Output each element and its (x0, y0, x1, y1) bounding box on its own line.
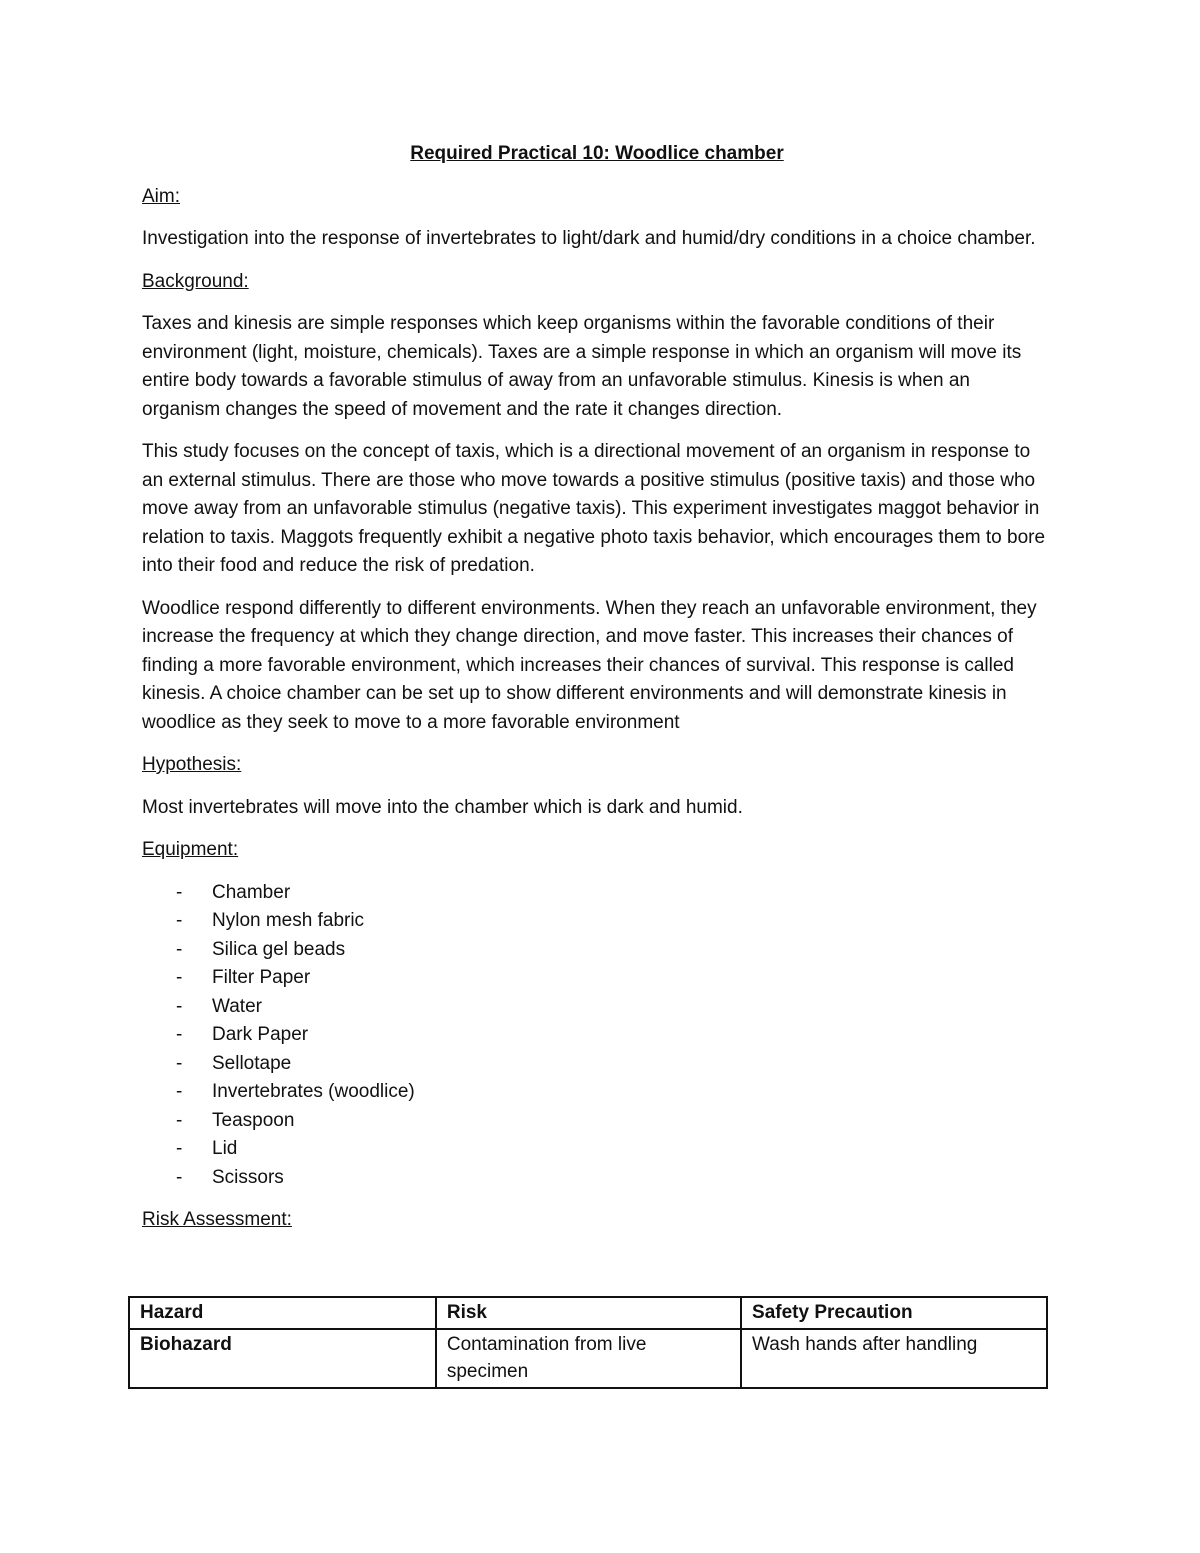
equipment-item-label: Scissors (212, 1166, 284, 1188)
equipment-item (142, 907, 1052, 936)
equipment-item (142, 1164, 1052, 1193)
equipment-item-label: Lid (212, 1138, 238, 1159)
equipment-item-label: Teaspoon (212, 1109, 295, 1131)
background-heading: Background: (142, 270, 249, 292)
bullet-dash: - (176, 910, 183, 931)
bullet-dash: - (176, 1024, 183, 1045)
equipment-item-label: Invertebrates (woodlice) (212, 1081, 415, 1102)
equipment-item (142, 1135, 1052, 1164)
bullet-dash: - (176, 1109, 183, 1131)
equipment-item-label: Silica gel beads (212, 938, 346, 960)
bullet-dash: - (176, 1138, 183, 1159)
bullet-dash: - (176, 881, 183, 903)
background-paragraph: Woodlice respond differently to different environments. When they reach an unfavorable environment, they increase the frequency at which they change direction, and move faster. This increases their chances of finding a more favorable environment, which increases their chances of survival. This response is called kinesis. A choice chamber can be set up to show different environments and will demonstrate kinesis in woodlice as they seek to move to a more favorable environment (142, 597, 1037, 733)
bullet-dash: - (176, 1166, 183, 1188)
hypothesis-text: Most invertebrates will move into the chamber which is dark and humid. (142, 796, 743, 818)
bullet-dash: - (176, 967, 183, 988)
equipment-item (142, 1107, 1052, 1136)
risk-cell: Contamination from live specimen (436, 1329, 741, 1388)
safety-precaution-cell: Wash hands after handling (741, 1329, 1047, 1388)
equipment-item-label: Water (212, 995, 262, 1017)
equipment-item-label: Chamber (212, 881, 291, 903)
hypothesis-heading: Hypothesis: (142, 754, 242, 775)
table-header-row (129, 1297, 1047, 1329)
background-paragraph: This study focuses on the concept of taxis, which is a directional movement of an organism in response to an external stimulus. There are those who move towards a positive stimulus (positive taxis) and those who move away from an unfavorable stimulus (negative taxis). This experiment investigates maggot behavior in relation to taxis. Maggots frequently exhibit a negative photo taxis behavior, which encourages them to bore into their food and reduce the risk of predation. (142, 441, 1046, 576)
equipment-item (142, 1078, 1052, 1107)
column-header-hazard: Hazard (129, 1297, 436, 1329)
aim-heading: Aim: (142, 185, 180, 207)
equipment-item (142, 1021, 1052, 1050)
equipment-item-label: Sellotape (212, 1052, 292, 1074)
equipment-list (142, 879, 1052, 1193)
table-row (129, 1329, 1047, 1388)
bullet-dash: - (176, 1081, 183, 1102)
bullet-dash: - (176, 938, 183, 960)
background-paragraph: Taxes and kinesis are simple responses which keep organisms within the favorable conditions of their environment (light, moisture, chemicals). Taxes are a simple response in which an organism will move its entire body towards a favorable stimulus of away from an unfavorable stimulus. Kinesis is when an organism changes the speed of movement and the rate it changes direction. (142, 313, 1022, 420)
column-header-safety-precaution: Safety Precaution (741, 1297, 1047, 1329)
document-title: Required Practical 10: Woodlice chamber (410, 143, 784, 164)
equipment-item (142, 993, 1052, 1022)
equipment-item-label: Dark Paper (212, 1024, 309, 1045)
equipment-item (142, 879, 1052, 908)
equipment-heading: Equipment: (142, 839, 239, 860)
risk-assessment-heading: Risk Assessment: (142, 1209, 292, 1230)
equipment-item (142, 1050, 1052, 1079)
document-page (142, 140, 1052, 1249)
equipment-item-label: Nylon mesh fabric (212, 910, 365, 931)
column-header-risk: Risk (436, 1297, 741, 1329)
hazard-cell: Biohazard (129, 1329, 436, 1388)
aim-text: Investigation into the response of invertebrates to light/dark and humid/dry conditions in a choice chamber. (142, 228, 1036, 249)
risk-assessment-table (128, 1296, 1048, 1389)
bullet-dash: - (176, 995, 183, 1017)
bullet-dash: - (176, 1052, 183, 1074)
equipment-item (142, 936, 1052, 965)
equipment-item-label: Filter Paper (212, 967, 311, 988)
equipment-item (142, 964, 1052, 993)
